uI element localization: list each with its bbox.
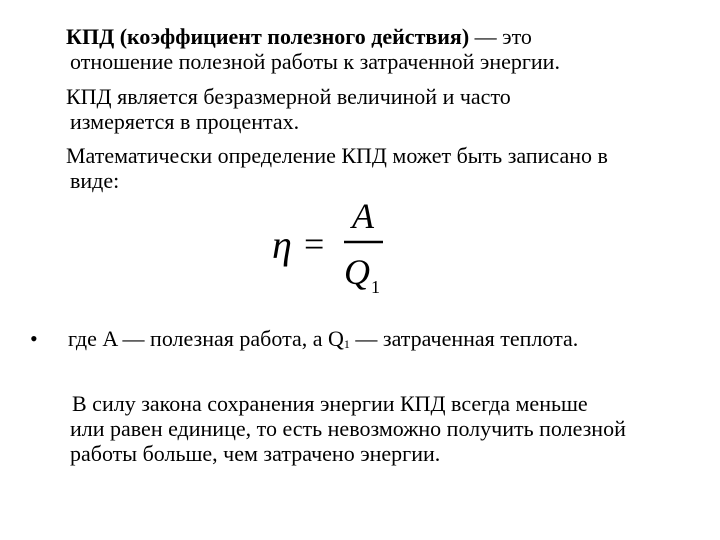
dimensionless-line-1: КПД является безразмерной величиной и часто <box>66 84 511 109</box>
formula-denominator: Q <box>344 252 370 292</box>
bullet-subscript: 1 <box>343 337 350 351</box>
bullet-text-after: — затраченная теплота. <box>349 326 579 351</box>
efficiency-formula <box>270 196 400 306</box>
math-definition-paragraph <box>66 143 608 193</box>
definition-connector: — это <box>469 24 532 49</box>
math-definition-line-2: виде: <box>70 168 120 193</box>
bullet-text-before: где A — полезная работа, а Q <box>68 326 344 351</box>
dimensionless-paragraph <box>66 84 511 134</box>
formula-equals: = <box>304 224 325 264</box>
math-definition-line-1: Математически определение КПД может быть записано в <box>66 143 608 168</box>
formula-numerator: A <box>352 196 374 236</box>
definition-line-1 <box>66 24 560 49</box>
conservation-line-3: работы больше, чем затрачено энергии. <box>70 441 441 466</box>
formula-denominator-subscript: 1 <box>371 277 380 297</box>
bullet-marker: • <box>30 326 38 351</box>
dimensionless-line-2: измеряется в процентах. <box>70 109 300 134</box>
variables-bullet <box>30 326 578 357</box>
formula-eta: η <box>272 222 292 267</box>
definition-line-2: отношение полезной работы к затраченной энергии. <box>70 49 560 74</box>
conservation-line-2: или равен единице, то есть невозможно получить полезной <box>70 416 626 441</box>
efficiency-term: КПД (коэффициент полезного действия) <box>66 24 470 49</box>
conservation-line-1: В силу закона сохранения энергии КПД всегда меньше <box>72 391 588 416</box>
conservation-paragraph <box>72 391 626 466</box>
efficiency-definition-paragraph <box>66 24 560 74</box>
